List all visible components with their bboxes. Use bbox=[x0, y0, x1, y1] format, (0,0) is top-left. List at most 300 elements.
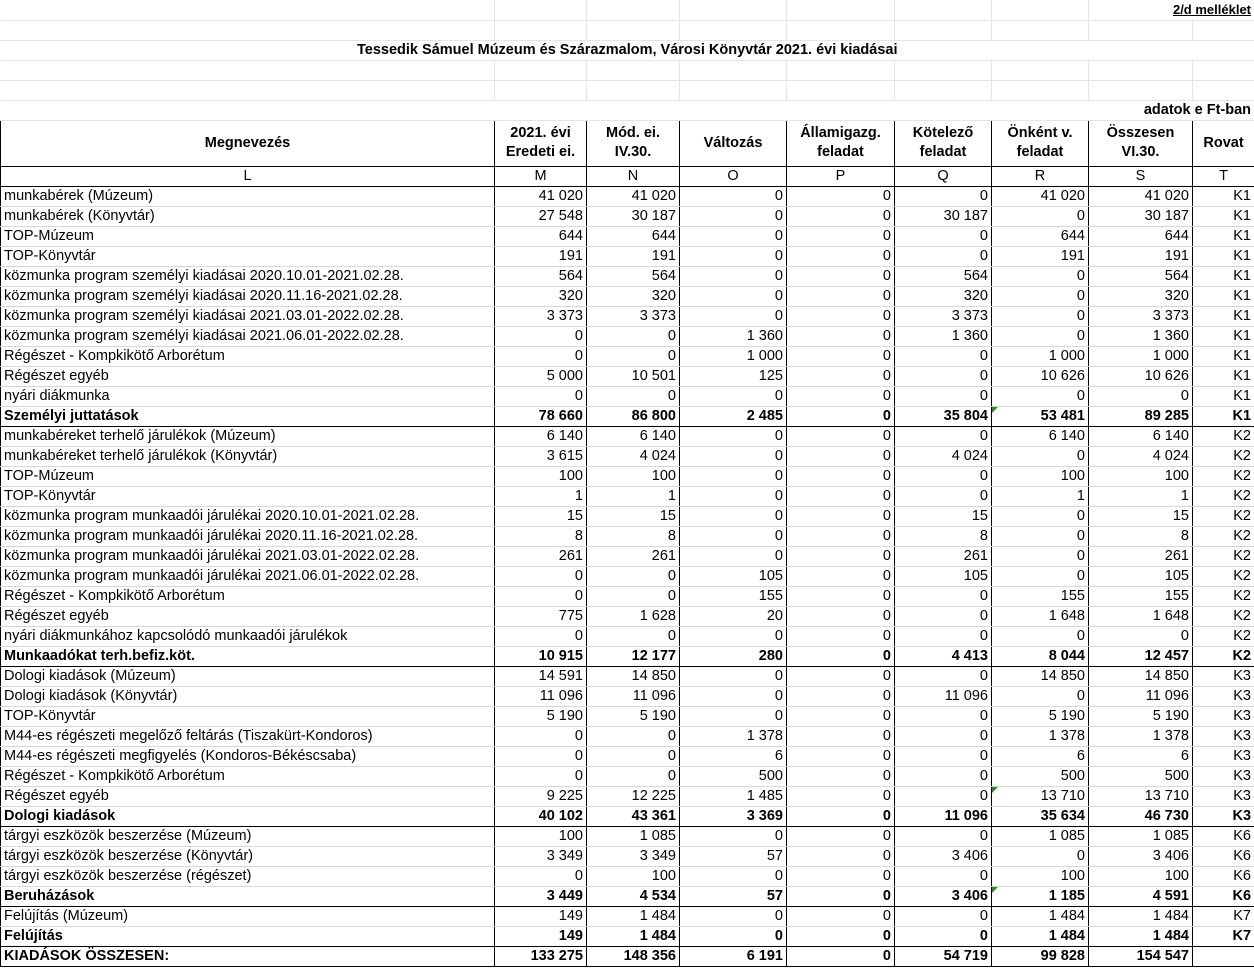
rovat-cell: K2 bbox=[1193, 566, 1254, 586]
table-row bbox=[1, 206, 1254, 226]
value-cell: 1 484 bbox=[587, 926, 680, 946]
value-cell: 1 648 bbox=[992, 606, 1089, 626]
column-header-row bbox=[1, 120, 1254, 166]
value-cell: 15 bbox=[587, 506, 680, 526]
value-cell: 6 140 bbox=[992, 426, 1089, 446]
value-cell: 100 bbox=[495, 466, 587, 486]
value-cell: 3 349 bbox=[587, 846, 680, 866]
table-row bbox=[1, 666, 1254, 686]
value-cell: 1 360 bbox=[680, 326, 787, 346]
column-header bbox=[680, 120, 787, 166]
value-cell: 0 bbox=[992, 326, 1089, 346]
column-header-line1: Megnevezés bbox=[204, 134, 291, 151]
value-cell: 0 bbox=[895, 386, 992, 406]
value-cell: 191 bbox=[495, 246, 587, 266]
value-cell: 105 bbox=[895, 566, 992, 586]
row-label: Régészet - Kompkikötő Arborétum bbox=[1, 586, 495, 606]
value-cell: 41 020 bbox=[495, 186, 587, 206]
value-cell: 1 485 bbox=[680, 786, 787, 806]
value-cell: 0 bbox=[680, 386, 787, 406]
value-cell: 100 bbox=[992, 466, 1089, 486]
value-cell: 105 bbox=[1089, 566, 1193, 586]
value-cell: 0 bbox=[787, 686, 895, 706]
value-cell: 0 bbox=[787, 666, 895, 686]
value-cell: 0 bbox=[680, 626, 787, 646]
value-cell: 0 bbox=[895, 586, 992, 606]
table-row bbox=[1, 506, 1254, 526]
row-label: közmunka program személyi kiadásai 2020.10.01-2021.02.28. bbox=[1, 266, 495, 286]
row-label: tárgyi eszközök beszerzése (régészet) bbox=[1, 866, 495, 886]
column-letter: Q bbox=[895, 166, 992, 186]
table-row bbox=[1, 766, 1254, 786]
value-cell: 105 bbox=[680, 566, 787, 586]
table-row bbox=[1, 306, 1254, 326]
value-cell: 154 547 bbox=[1089, 946, 1193, 966]
row-label: Régészet - Kompkikötő Arborétum bbox=[1, 346, 495, 366]
value-cell: 0 bbox=[680, 906, 787, 926]
value-cell: 261 bbox=[587, 546, 680, 566]
row-label: Dologi kiadások (Könyvtár) bbox=[1, 686, 495, 706]
value-cell: 0 bbox=[992, 626, 1089, 646]
rovat-cell: K6 bbox=[1193, 866, 1254, 886]
value-cell: 41 020 bbox=[992, 186, 1089, 206]
value-cell: 0 bbox=[495, 866, 587, 886]
value-cell: 14 591 bbox=[495, 666, 587, 686]
value-cell: 4 591 bbox=[1089, 886, 1193, 906]
value-cell: 261 bbox=[495, 546, 587, 566]
value-cell: 35 804 bbox=[895, 406, 992, 426]
value-cell: 30 187 bbox=[895, 206, 992, 226]
value-cell: 6 191 bbox=[680, 946, 787, 966]
rovat-cell: K2 bbox=[1193, 486, 1254, 506]
value-cell: 41 020 bbox=[587, 186, 680, 206]
value-cell: 320 bbox=[1089, 286, 1193, 306]
row-label: Felújítás (Múzeum) bbox=[1, 906, 495, 926]
value-cell: 0 bbox=[992, 506, 1089, 526]
row-label: Dologi kiadások (Múzeum) bbox=[1, 666, 495, 686]
value-cell: 0 bbox=[680, 526, 787, 546]
value-cell: 1 648 bbox=[1089, 606, 1193, 626]
value-cell: 2 485 bbox=[680, 406, 787, 426]
table-row bbox=[1, 606, 1254, 626]
column-header bbox=[787, 120, 895, 166]
value-cell: 57 bbox=[680, 886, 787, 906]
value-cell: 155 bbox=[992, 586, 1089, 606]
value-cell: 11 096 bbox=[1089, 686, 1193, 706]
value-cell: 3 449 bbox=[495, 886, 587, 906]
value-cell: 1 bbox=[587, 486, 680, 506]
table-row bbox=[1, 906, 1254, 926]
value-cell: 27 548 bbox=[495, 206, 587, 226]
column-header-line1: 2021. évi bbox=[510, 125, 571, 141]
value-cell: 6 140 bbox=[495, 426, 587, 446]
rovat-cell: K1 bbox=[1193, 206, 1254, 226]
value-cell: 3 373 bbox=[587, 306, 680, 326]
column-header-line2: IV.30. bbox=[614, 144, 652, 160]
value-cell: 0 bbox=[895, 626, 992, 646]
value-cell: 35 634 bbox=[992, 806, 1089, 826]
rovat-cell: K1 bbox=[1193, 386, 1254, 406]
value-cell: 0 bbox=[787, 646, 895, 666]
value-cell: 89 285 bbox=[1089, 406, 1193, 426]
row-label: Régészet egyéb bbox=[1, 366, 495, 386]
value-cell: 9 225 bbox=[495, 786, 587, 806]
value-cell: 15 bbox=[895, 506, 992, 526]
value-cell: 0 bbox=[680, 706, 787, 726]
value-cell: 100 bbox=[587, 466, 680, 486]
table-row bbox=[1, 486, 1254, 506]
value-cell: 1 378 bbox=[992, 726, 1089, 746]
value-cell: 0 bbox=[787, 326, 895, 346]
value-cell: 0 bbox=[587, 566, 680, 586]
value-cell: 0 bbox=[587, 386, 680, 406]
rovat-cell: K2 bbox=[1193, 506, 1254, 526]
value-cell: 0 bbox=[787, 366, 895, 386]
row-label: M44-es régészeti megelőző feltárás (Tiszakürt-Kondoros) bbox=[1, 726, 495, 746]
rovat-cell: K1 bbox=[1193, 406, 1254, 426]
value-cell: 149 bbox=[495, 926, 587, 946]
value-cell: 6 140 bbox=[587, 426, 680, 446]
rovat-cell: K1 bbox=[1193, 366, 1254, 386]
value-cell: 0 bbox=[992, 686, 1089, 706]
rovat-cell: K1 bbox=[1193, 306, 1254, 326]
table-row bbox=[1, 686, 1254, 706]
row-label: közmunka program munkaadói járulékai 2020.10.01-2021.02.28. bbox=[1, 506, 495, 526]
column-letter: R bbox=[992, 166, 1089, 186]
table-row bbox=[1, 566, 1254, 586]
value-cell: 54 719 bbox=[895, 946, 992, 966]
value-cell: 0 bbox=[895, 706, 992, 726]
value-cell: 1 085 bbox=[587, 826, 680, 846]
value-cell: 15 bbox=[495, 506, 587, 526]
subtotal-row bbox=[1, 926, 1254, 946]
value-cell: 1 484 bbox=[992, 906, 1089, 926]
value-cell: 0 bbox=[895, 366, 992, 386]
row-label: TOP-Könyvtár bbox=[1, 486, 495, 506]
table-row bbox=[1, 546, 1254, 566]
value-cell: 0 bbox=[680, 206, 787, 226]
value-cell: 0 bbox=[680, 546, 787, 566]
table-row bbox=[1, 326, 1254, 346]
value-cell: 0 bbox=[787, 826, 895, 846]
row-label: Dologi kiadások bbox=[1, 806, 495, 826]
page-title: Tessedik Sámuel Múzeum és Szárazmalom, Városi Könyvtár 2021. évi kiadásai bbox=[1, 40, 1254, 60]
rovat-cell: K3 bbox=[1193, 806, 1254, 826]
value-cell: 0 bbox=[895, 186, 992, 206]
value-cell: 564 bbox=[1089, 266, 1193, 286]
value-cell: 0 bbox=[787, 206, 895, 226]
value-cell: 0 bbox=[895, 606, 992, 626]
value-cell: 13 710 bbox=[992, 786, 1089, 806]
value-cell: 500 bbox=[1089, 766, 1193, 786]
value-cell: 100 bbox=[992, 866, 1089, 886]
rovat-cell: K1 bbox=[1193, 186, 1254, 206]
value-cell: 15 bbox=[1089, 506, 1193, 526]
value-cell: 3 373 bbox=[495, 306, 587, 326]
value-cell: 14 850 bbox=[587, 666, 680, 686]
rovat-cell: K2 bbox=[1193, 626, 1254, 646]
value-cell: 1 484 bbox=[992, 926, 1089, 946]
value-cell: 1 000 bbox=[680, 346, 787, 366]
table-row bbox=[1, 866, 1254, 886]
table-row bbox=[1, 186, 1254, 206]
column-header-line1: Kötelező bbox=[912, 125, 974, 141]
value-cell: 0 bbox=[992, 446, 1089, 466]
value-cell: 564 bbox=[895, 266, 992, 286]
value-cell: 0 bbox=[495, 626, 587, 646]
value-cell: 6 bbox=[1089, 746, 1193, 766]
value-cell: 0 bbox=[680, 306, 787, 326]
value-cell: 0 bbox=[992, 566, 1089, 586]
value-cell: 4 024 bbox=[1089, 446, 1193, 466]
table-row bbox=[1, 846, 1254, 866]
value-cell: 1 378 bbox=[1089, 726, 1193, 746]
rovat-cell: K2 bbox=[1193, 646, 1254, 666]
column-letter-row bbox=[1, 166, 1254, 186]
value-cell: 8 bbox=[895, 526, 992, 546]
value-cell: 3 406 bbox=[1089, 846, 1193, 866]
value-cell: 0 bbox=[587, 746, 680, 766]
value-cell: 0 bbox=[895, 486, 992, 506]
value-cell: 320 bbox=[587, 286, 680, 306]
column-header bbox=[1089, 120, 1193, 166]
table-row bbox=[1, 366, 1254, 386]
value-cell: 1 000 bbox=[1089, 346, 1193, 366]
value-cell: 10 915 bbox=[495, 646, 587, 666]
value-cell: 1 085 bbox=[1089, 826, 1193, 846]
rovat-cell: K3 bbox=[1193, 706, 1254, 726]
value-cell: 3 615 bbox=[495, 446, 587, 466]
row-label: közmunka program személyi kiadásai 2020.11.16-2021.02.28. bbox=[1, 286, 495, 306]
value-cell: 12 457 bbox=[1089, 646, 1193, 666]
value-cell: 0 bbox=[1089, 626, 1193, 646]
table-row bbox=[1, 466, 1254, 486]
value-cell: 100 bbox=[1089, 866, 1193, 886]
value-cell: 8 bbox=[1089, 526, 1193, 546]
annex-label: 2/d melléklet bbox=[1089, 0, 1254, 20]
rovat-cell: K2 bbox=[1193, 606, 1254, 626]
value-cell: 10 626 bbox=[992, 366, 1089, 386]
rovat-cell: K2 bbox=[1193, 526, 1254, 546]
value-cell: 0 bbox=[787, 746, 895, 766]
value-cell: 0 bbox=[787, 306, 895, 326]
column-header-line1: Államigazg. bbox=[800, 125, 881, 141]
rovat-cell: K3 bbox=[1193, 766, 1254, 786]
rovat-cell: K1 bbox=[1193, 326, 1254, 346]
row-label: munkabérek (Könyvtár) bbox=[1, 206, 495, 226]
value-cell: 30 187 bbox=[1089, 206, 1193, 226]
subtotal-row bbox=[1, 946, 1254, 966]
value-cell: 0 bbox=[495, 346, 587, 366]
rovat-cell: K2 bbox=[1193, 446, 1254, 466]
rovat-cell: K3 bbox=[1193, 686, 1254, 706]
column-header bbox=[992, 120, 1089, 166]
subtotal-row bbox=[1, 806, 1254, 826]
value-cell: 0 bbox=[787, 466, 895, 486]
value-cell: 0 bbox=[895, 746, 992, 766]
rovat-cell: K6 bbox=[1193, 846, 1254, 866]
value-cell: 280 bbox=[680, 646, 787, 666]
rovat-cell: K1 bbox=[1193, 246, 1254, 266]
value-cell: 0 bbox=[895, 346, 992, 366]
value-cell: 5 190 bbox=[1089, 706, 1193, 726]
value-cell: 0 bbox=[895, 426, 992, 446]
value-cell: 0 bbox=[895, 826, 992, 846]
value-cell: 78 660 bbox=[495, 406, 587, 426]
value-cell: 0 bbox=[787, 526, 895, 546]
row-label: közmunka program személyi kiadásai 2021.03.01-2022.02.28. bbox=[1, 306, 495, 326]
value-cell: 0 bbox=[787, 806, 895, 826]
value-cell: 10 626 bbox=[1089, 366, 1193, 386]
column-header-line2: feladat bbox=[919, 144, 967, 160]
value-cell: 99 828 bbox=[992, 946, 1089, 966]
table-row bbox=[1, 226, 1254, 246]
value-cell: 0 bbox=[787, 606, 895, 626]
value-cell: 11 096 bbox=[895, 686, 992, 706]
value-cell: 43 361 bbox=[587, 806, 680, 826]
value-cell: 0 bbox=[895, 906, 992, 926]
value-cell: 0 bbox=[787, 586, 895, 606]
value-cell: 1 185 bbox=[992, 886, 1089, 906]
value-cell: 191 bbox=[1089, 246, 1193, 266]
value-cell: 10 501 bbox=[587, 366, 680, 386]
value-cell: 0 bbox=[680, 506, 787, 526]
value-cell: 100 bbox=[587, 866, 680, 886]
value-cell: 0 bbox=[787, 706, 895, 726]
table-row bbox=[1, 726, 1254, 746]
row-label: Felújítás bbox=[1, 926, 495, 946]
value-cell: 1 484 bbox=[1089, 906, 1193, 926]
value-cell: 0 bbox=[680, 426, 787, 446]
value-cell: 0 bbox=[787, 346, 895, 366]
value-cell: 500 bbox=[992, 766, 1089, 786]
value-cell: 0 bbox=[787, 766, 895, 786]
value-cell: 12 225 bbox=[587, 786, 680, 806]
value-cell: 0 bbox=[787, 266, 895, 286]
table-row bbox=[1, 526, 1254, 546]
value-cell: 1 378 bbox=[680, 726, 787, 746]
value-cell: 1 bbox=[992, 486, 1089, 506]
value-cell: 0 bbox=[495, 766, 587, 786]
value-cell: 0 bbox=[587, 586, 680, 606]
value-cell: 0 bbox=[992, 266, 1089, 286]
value-cell: 125 bbox=[680, 366, 787, 386]
value-cell: 0 bbox=[787, 406, 895, 426]
table-row bbox=[1, 626, 1254, 646]
row-label: Személyi juttatások bbox=[1, 406, 495, 426]
rovat-cell: K2 bbox=[1193, 426, 1254, 446]
value-cell: 0 bbox=[992, 546, 1089, 566]
value-cell: 0 bbox=[992, 526, 1089, 546]
value-cell: 4 024 bbox=[895, 446, 992, 466]
value-cell: 53 481 bbox=[992, 406, 1089, 426]
value-cell: 1 484 bbox=[587, 906, 680, 926]
value-cell: 0 bbox=[787, 866, 895, 886]
rovat-cell: K3 bbox=[1193, 746, 1254, 766]
value-cell: 0 bbox=[587, 726, 680, 746]
row-label: munkabérek (Múzeum) bbox=[1, 186, 495, 206]
column-header-line2: Eredeti ei. bbox=[505, 144, 576, 160]
rovat-cell: K3 bbox=[1193, 786, 1254, 806]
value-cell: 0 bbox=[895, 226, 992, 246]
rovat-cell: K7 bbox=[1193, 926, 1254, 946]
value-cell: 0 bbox=[787, 566, 895, 586]
row-label: munkabéreket terhelő járulékok (Múzeum) bbox=[1, 426, 495, 446]
table-row bbox=[1, 246, 1254, 266]
row-label: közmunka program munkaadói járulékai 2021.03.01-2022.02.28. bbox=[1, 546, 495, 566]
value-cell: 0 bbox=[895, 726, 992, 746]
value-cell: 133 275 bbox=[495, 946, 587, 966]
table-row bbox=[1, 286, 1254, 306]
value-cell: 0 bbox=[787, 846, 895, 866]
value-cell: 0 bbox=[587, 346, 680, 366]
table-row bbox=[1, 586, 1254, 606]
value-cell: 0 bbox=[587, 326, 680, 346]
value-cell: 1 bbox=[1089, 486, 1193, 506]
value-cell: 13 710 bbox=[1089, 786, 1193, 806]
value-cell: 11 096 bbox=[495, 686, 587, 706]
value-cell: 0 bbox=[680, 226, 787, 246]
value-cell: 86 800 bbox=[587, 406, 680, 426]
value-cell: 1 085 bbox=[992, 826, 1089, 846]
table-row bbox=[1, 826, 1254, 846]
value-cell: 0 bbox=[787, 426, 895, 446]
value-cell: 0 bbox=[680, 246, 787, 266]
value-cell: 644 bbox=[587, 226, 680, 246]
value-cell: 6 bbox=[680, 746, 787, 766]
column-letter: P bbox=[787, 166, 895, 186]
value-cell: 320 bbox=[495, 286, 587, 306]
value-cell: 0 bbox=[787, 886, 895, 906]
value-cell: 0 bbox=[587, 766, 680, 786]
value-cell: 0 bbox=[992, 306, 1089, 326]
value-cell: 14 850 bbox=[1089, 666, 1193, 686]
row-label: TOP-Könyvtár bbox=[1, 246, 495, 266]
rovat-cell: K1 bbox=[1193, 226, 1254, 246]
value-cell: 6 bbox=[992, 746, 1089, 766]
subtotal-row bbox=[1, 406, 1254, 426]
row-label: tárgyi eszközök beszerzése (Múzeum) bbox=[1, 826, 495, 846]
value-cell: 0 bbox=[787, 626, 895, 646]
value-cell: 8 bbox=[495, 526, 587, 546]
value-cell: 0 bbox=[1089, 386, 1193, 406]
value-cell: 0 bbox=[787, 786, 895, 806]
value-cell: 3 373 bbox=[895, 306, 992, 326]
value-cell: 500 bbox=[680, 766, 787, 786]
value-cell: 46 730 bbox=[1089, 806, 1193, 826]
value-cell: 0 bbox=[787, 446, 895, 466]
row-label: Munkaadókat terh.befiz.köt. bbox=[1, 646, 495, 666]
value-cell: 0 bbox=[895, 766, 992, 786]
value-cell: 11 096 bbox=[587, 686, 680, 706]
value-cell: 0 bbox=[680, 446, 787, 466]
value-cell: 41 020 bbox=[1089, 186, 1193, 206]
column-header-line1: Rovat bbox=[1203, 134, 1244, 151]
table-row bbox=[1, 746, 1254, 766]
value-cell: 0 bbox=[787, 226, 895, 246]
value-cell: 8 bbox=[587, 526, 680, 546]
value-cell: 0 bbox=[787, 946, 895, 966]
row-label: TOP-Múzeum bbox=[1, 466, 495, 486]
value-cell: 11 096 bbox=[895, 806, 992, 826]
column-letter: S bbox=[1089, 166, 1193, 186]
value-cell: 155 bbox=[1089, 586, 1193, 606]
row-label: munkabéreket terhelő járulékok (Könyvtár) bbox=[1, 446, 495, 466]
table-row bbox=[1, 786, 1254, 806]
value-cell: 6 140 bbox=[1089, 426, 1193, 446]
rovat-cell bbox=[1193, 946, 1254, 966]
column-header-line2: VI.30. bbox=[1121, 144, 1160, 160]
